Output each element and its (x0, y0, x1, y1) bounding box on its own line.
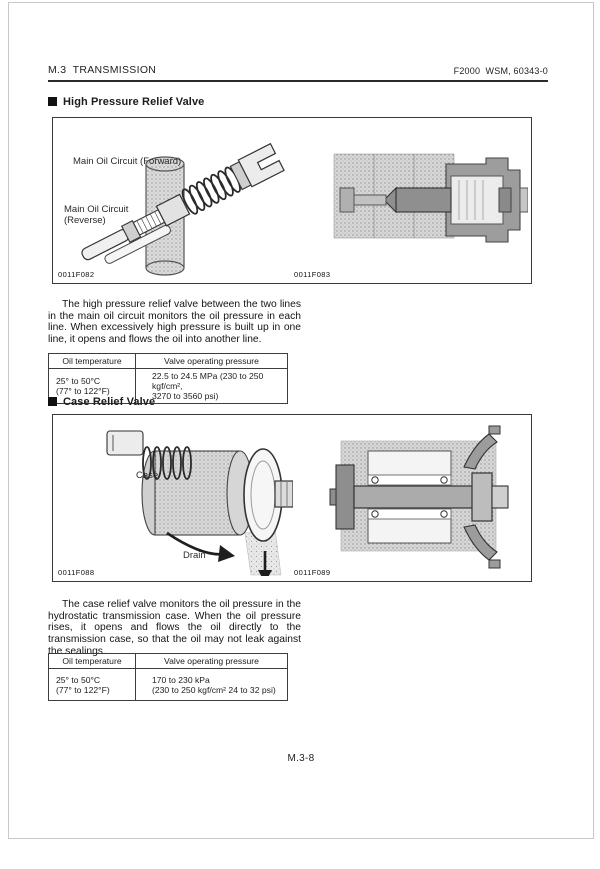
temperature-line1: 25° to 50°C (56, 376, 101, 386)
section-heading-high-pressure-relief-valve (48, 96, 204, 109)
page-header (48, 64, 548, 78)
table-header-row (49, 654, 288, 669)
oil-temperature-value (49, 669, 136, 701)
section-heading-case-relief-valve (48, 396, 155, 409)
case-relief-valve-section-drawing (296, 415, 528, 576)
section-heading-label: High Pressure Relief Valve (63, 96, 205, 108)
case-relief-valve-spec-table (48, 653, 288, 701)
label-case: Case (136, 470, 159, 481)
section-bullet-icon (48, 97, 57, 106)
label-main-oil-circuit-forward: Main Oil Circuit (Forward) (73, 156, 182, 167)
col-header-valve-operating-pressure: Valve operating pressure (136, 354, 288, 369)
valve-operating-pressure-value (136, 369, 288, 404)
page-number: M.3-8 (287, 753, 315, 764)
table-header-row (49, 354, 288, 369)
figure-code-0011F088: 0011F088 (58, 568, 95, 577)
pressure-line1: 170 to 230 kPa (152, 674, 210, 685)
hex-head (472, 473, 492, 521)
temperature-line2: (77° to 122°F) (56, 386, 110, 396)
valve-spool (396, 188, 451, 212)
label-main-oil-circuit-reverse-line1: Main Oil Circuit (64, 204, 129, 215)
col-header-oil-temperature: Oil temperature (49, 654, 136, 669)
header-section-title: M.3 TRANSMISSION (48, 64, 157, 76)
figure-case-relief-valve (52, 414, 532, 582)
col-header-oil-temperature: Oil temperature (49, 354, 136, 369)
high-pressure-relief-valve-section-drawing (296, 118, 528, 278)
table-row (49, 669, 288, 701)
header-rule (48, 80, 548, 82)
section-heading-label: Case Relief Valve (63, 396, 156, 408)
temperature-line2: (77° to 122°F) (56, 684, 110, 695)
temperature-line1: 25° to 50°C (56, 674, 101, 685)
hex-nut (275, 481, 293, 507)
figure-code-0011F089: 0011F089 (294, 568, 331, 577)
pressure-line2: (230 to 250 kgf/cm² 24 to 32 psi) (152, 684, 276, 695)
label-main-oil-circuit-reverse-line2: (Reverse) (64, 215, 106, 226)
figure-code-0011F083: 0011F083 (294, 270, 331, 279)
pressure-line1: 22.5 to 24.5 MPa (230 to 250 kgf/cm², (152, 371, 264, 391)
manual-page (8, 2, 594, 839)
figure-high-pressure-relief-valve (52, 117, 532, 284)
header-manual-code: F2000 WSM, 60343-0 (453, 66, 548, 76)
figure-code-0011F082: 0011F082 (58, 270, 95, 279)
pressure-line2: 3270 to 3560 psi) (152, 391, 219, 401)
col-header-valve-operating-pressure: Valve operating pressure (136, 654, 288, 669)
high-pressure-relief-valve-description: The high pressure relief valve between the two lines in the main oil circuit monitors the oil pressure in each line. When excessively high pressure is built up in one line, it opens and flows the oil into another line. (48, 299, 301, 346)
valve-operating-pressure-value (136, 669, 288, 701)
label-drain: Drain (183, 550, 206, 561)
case-relief-valve-description: The case relief valve monitors the oil pressure in the hydrostatic transmission case. When the oil pressure rises, it opens and flows the oil directly to the transmission case, so that the oil may not leak against the sealings. (48, 599, 301, 657)
valve-shaft (354, 486, 474, 508)
case-relief-valve-perspective-drawing (55, 415, 293, 576)
high-pressure-relief-valve-perspective-drawing (55, 118, 293, 278)
section-bullet-icon (48, 397, 57, 406)
end-plate (336, 465, 354, 529)
